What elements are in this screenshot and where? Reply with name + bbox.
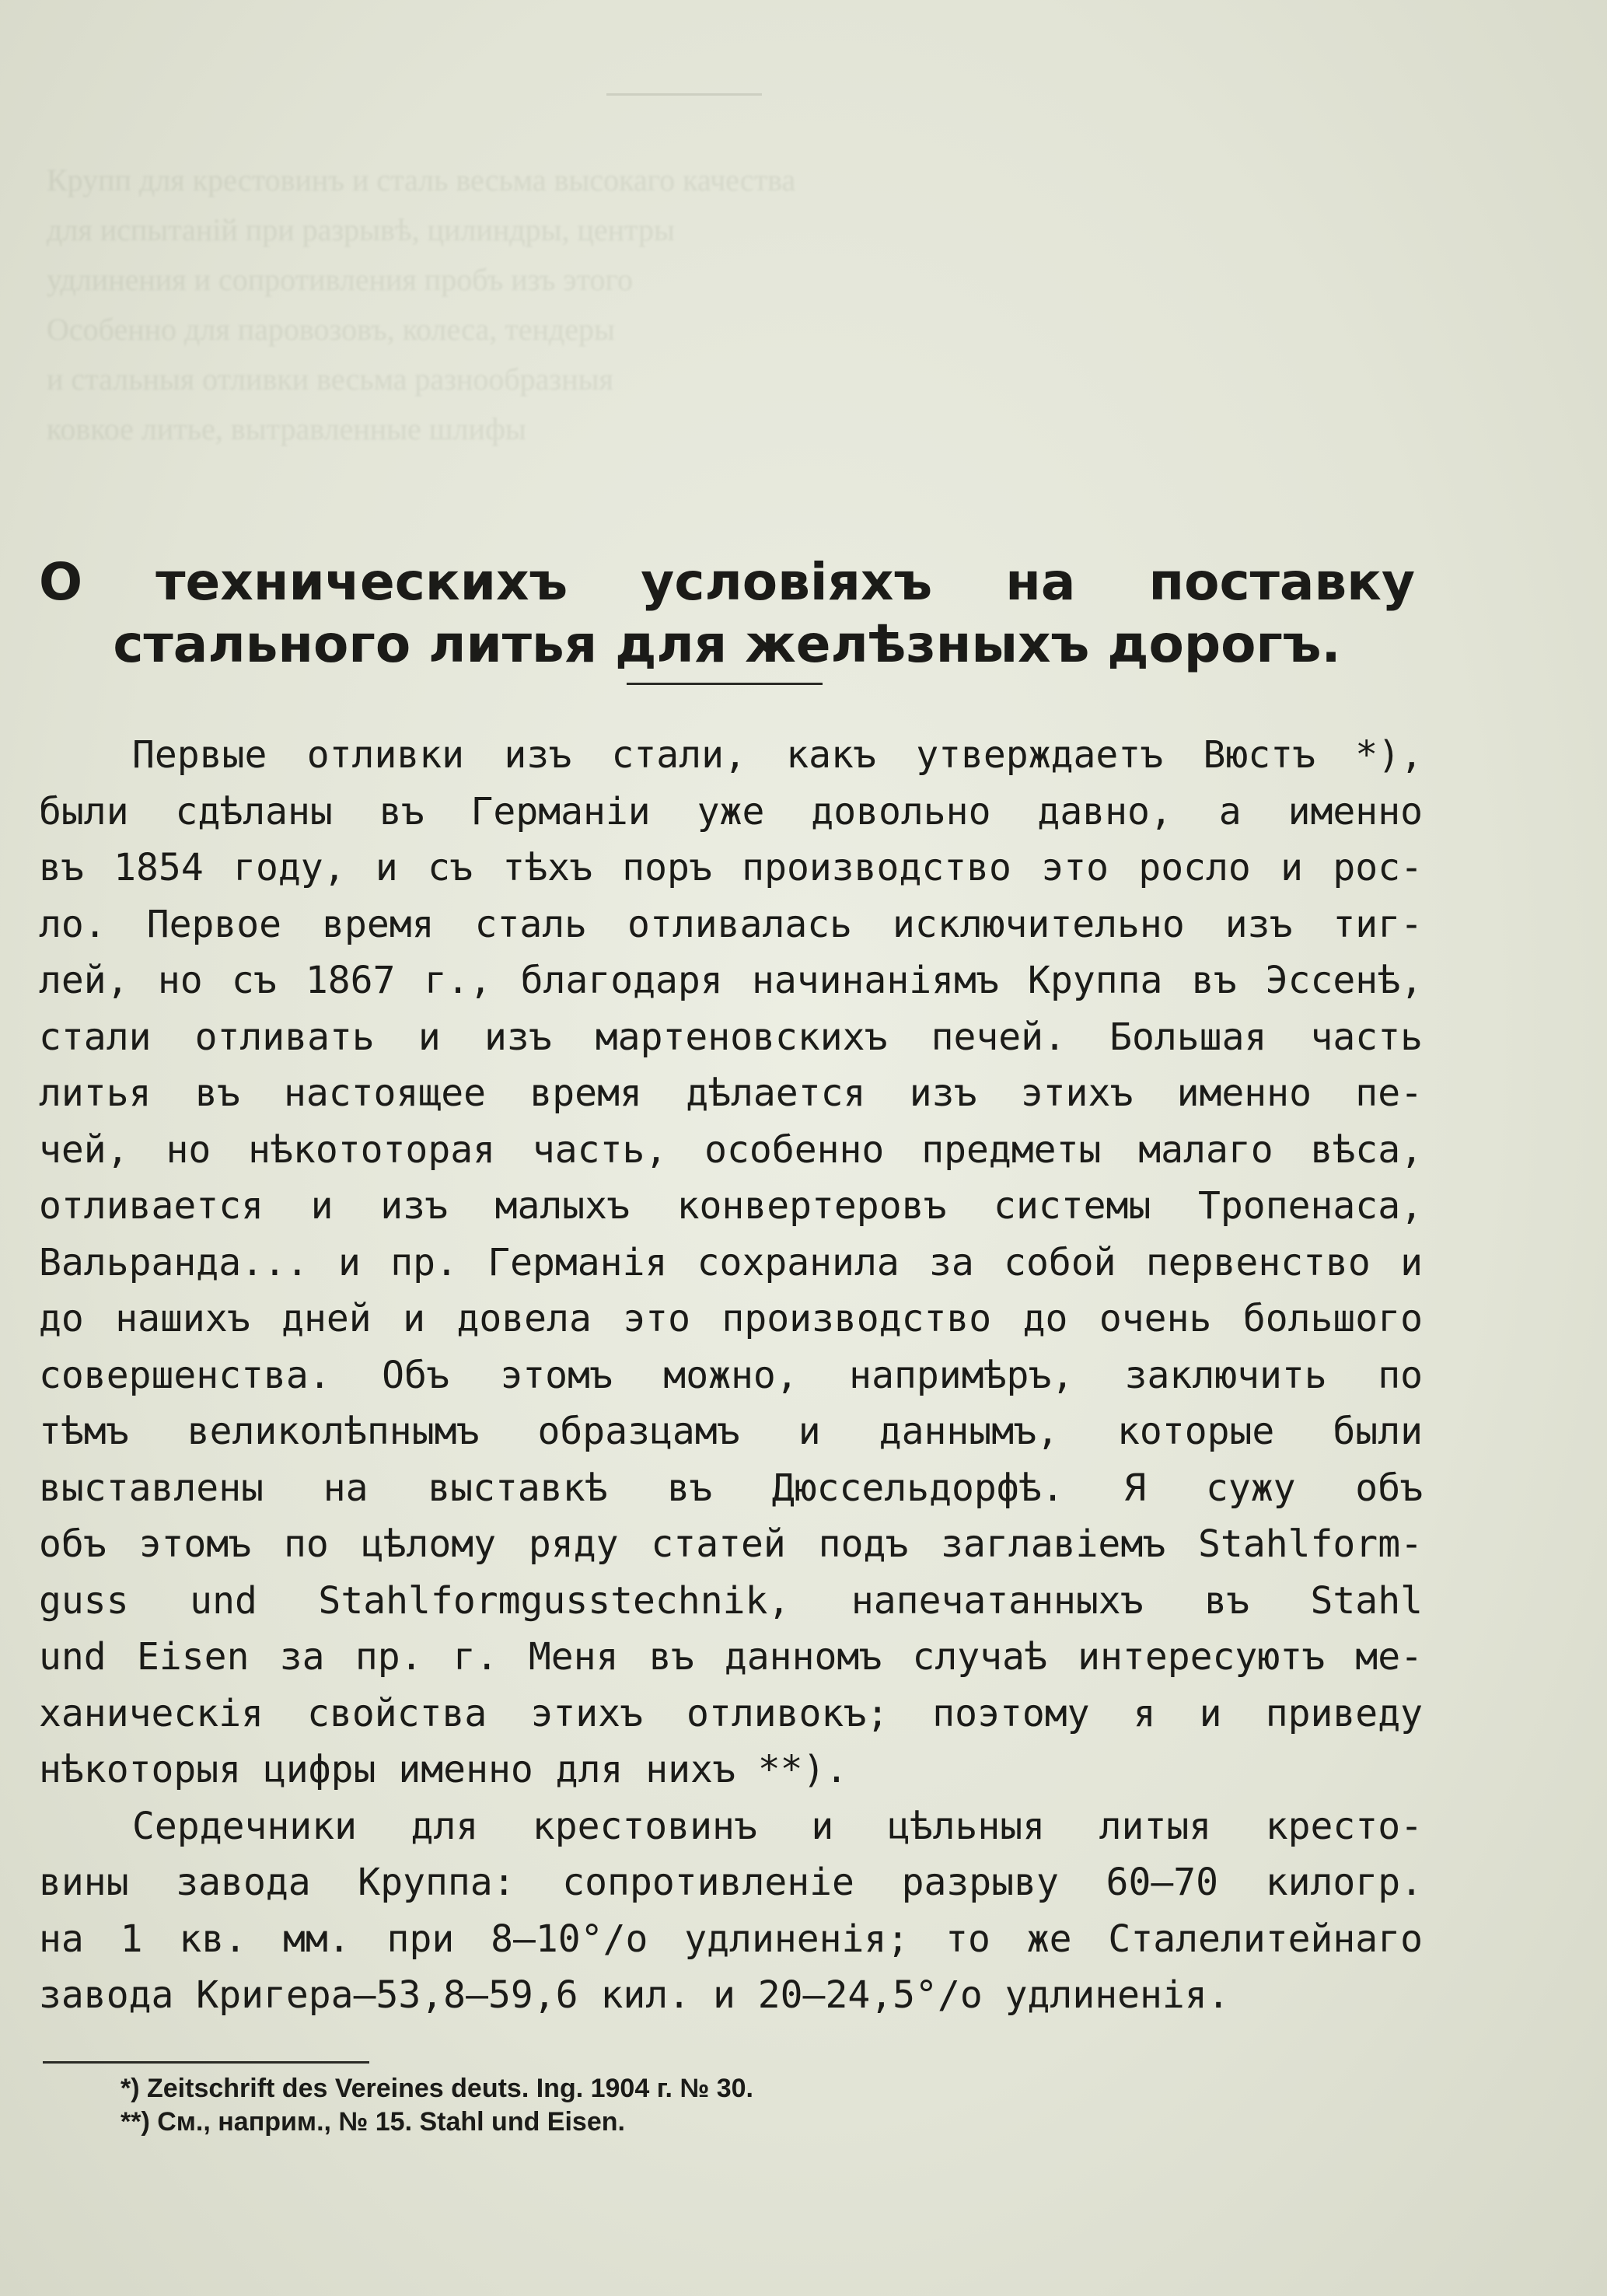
text-line: Сердечники для крестовинъ и цѣльныя литыя кресто- <box>132 1804 1423 1848</box>
text-line: ханическія свойства этихъ отливокъ; поэтому я и приведу <box>39 1691 1423 1735</box>
text-line: выставлены на выставкѣ въ Дюссельдорфѣ. Я сужу объ <box>39 1466 1423 1510</box>
text-line: совершенства. Объ этомъ можно, напримѣръ, заключить по <box>39 1353 1423 1397</box>
text-line: литья въ настоящее время дѣлается изъ этихъ именно пе- <box>39 1071 1423 1115</box>
text-line: объ этомъ по цѣлому ряду статей подъ заглавіемъ Stahlform- <box>39 1522 1423 1566</box>
title-divider <box>627 683 823 685</box>
text-line: до нашихъ дней и довела это производство до очень большого <box>39 1297 1423 1340</box>
text-line: въ 1854 году, и съ тѣхъ поръ производство это росло и рос- <box>39 846 1423 889</box>
text-line: завода Кригера—53,8—59,6 кил. и 20—24,5°/о удлиненія. <box>39 1973 1230 2017</box>
text-line: чей, но нѣкототорая часть, особенно предметы малаго вѣса, <box>39 1127 1423 1172</box>
text-line: нѣкоторыя цифры именно для нихъ **). <box>39 1748 848 1791</box>
text-line: ло. Первое время сталь отливалась исключительно изъ тиг- <box>39 902 1423 946</box>
text-line: были сдѣланы въ Германіи уже довольно давно, а именно <box>39 789 1423 833</box>
footnote-1: *) Zeitschrift des Vereines deuts. Ing. 1904 г. № 30. <box>121 2074 753 2103</box>
title-line-1: О техническихъ условіяхъ на поставку <box>39 552 1415 613</box>
text-line: Вальранда... и пр. Германія сохранила за собой первенство и <box>39 1240 1423 1284</box>
text-line: und Eisen за пр. г. Меня въ данномъ случаѣ интересуютъ ме- <box>39 1635 1423 1679</box>
text-line: guss und Stahlformgusstechnik, напечатанныхъ въ Stahl <box>39 1578 1423 1623</box>
show-through-text: Крупп для крестовинъ и сталь весьма высокаго качества для испытаній при разрывѣ, цилиндры, центры удлинения и сопротивления пробъ изъ этого Особенно для паровозовъ, колеса, тендеры и стальныя отливки весьма разнообразныя ковкое литье, вытравленные шлифы <box>47 163 796 446</box>
text-line: стали отливать и изъ мартеновскихъ печей. Большая часть <box>39 1015 1423 1059</box>
paragraph-2 <box>39 1798 1423 2024</box>
footnotes <box>121 2072 753 2139</box>
text-line: отливается и изъ малыхъ конвертеровъ системы Тропенаса, <box>39 1184 1423 1228</box>
text-line: лей, но съ 1867 г., благодаря начинаніямъ Круппа въ Эссенѣ, <box>39 959 1423 1002</box>
text-line: тѣмъ великолѣпнымъ образцамъ и даннымъ, которые были <box>39 1410 1423 1453</box>
text-line: на 1 кв. мм. при 8—10°/о удлиненія; то же Сталелитейнаго <box>39 1917 1423 1961</box>
paragraph-1 <box>39 727 1423 1798</box>
title-line-2: стального литья для желѣзныхъ дорогъ. <box>113 614 1341 675</box>
footnote-divider <box>43 2061 369 2064</box>
text-line: вины завода Круппа: сопротивленіе разрыву 60—70 килогр. <box>39 1861 1423 1904</box>
text-line: Первые отливки изъ стали, какъ утверждаетъ Вюстъ *), <box>132 733 1423 777</box>
page-mark <box>606 93 762 96</box>
page-title <box>39 551 1415 676</box>
article-body <box>39 727 1423 2024</box>
footnote-2: **) См., наприм., № 15. Stahl und Eisen. <box>121 2107 625 2137</box>
